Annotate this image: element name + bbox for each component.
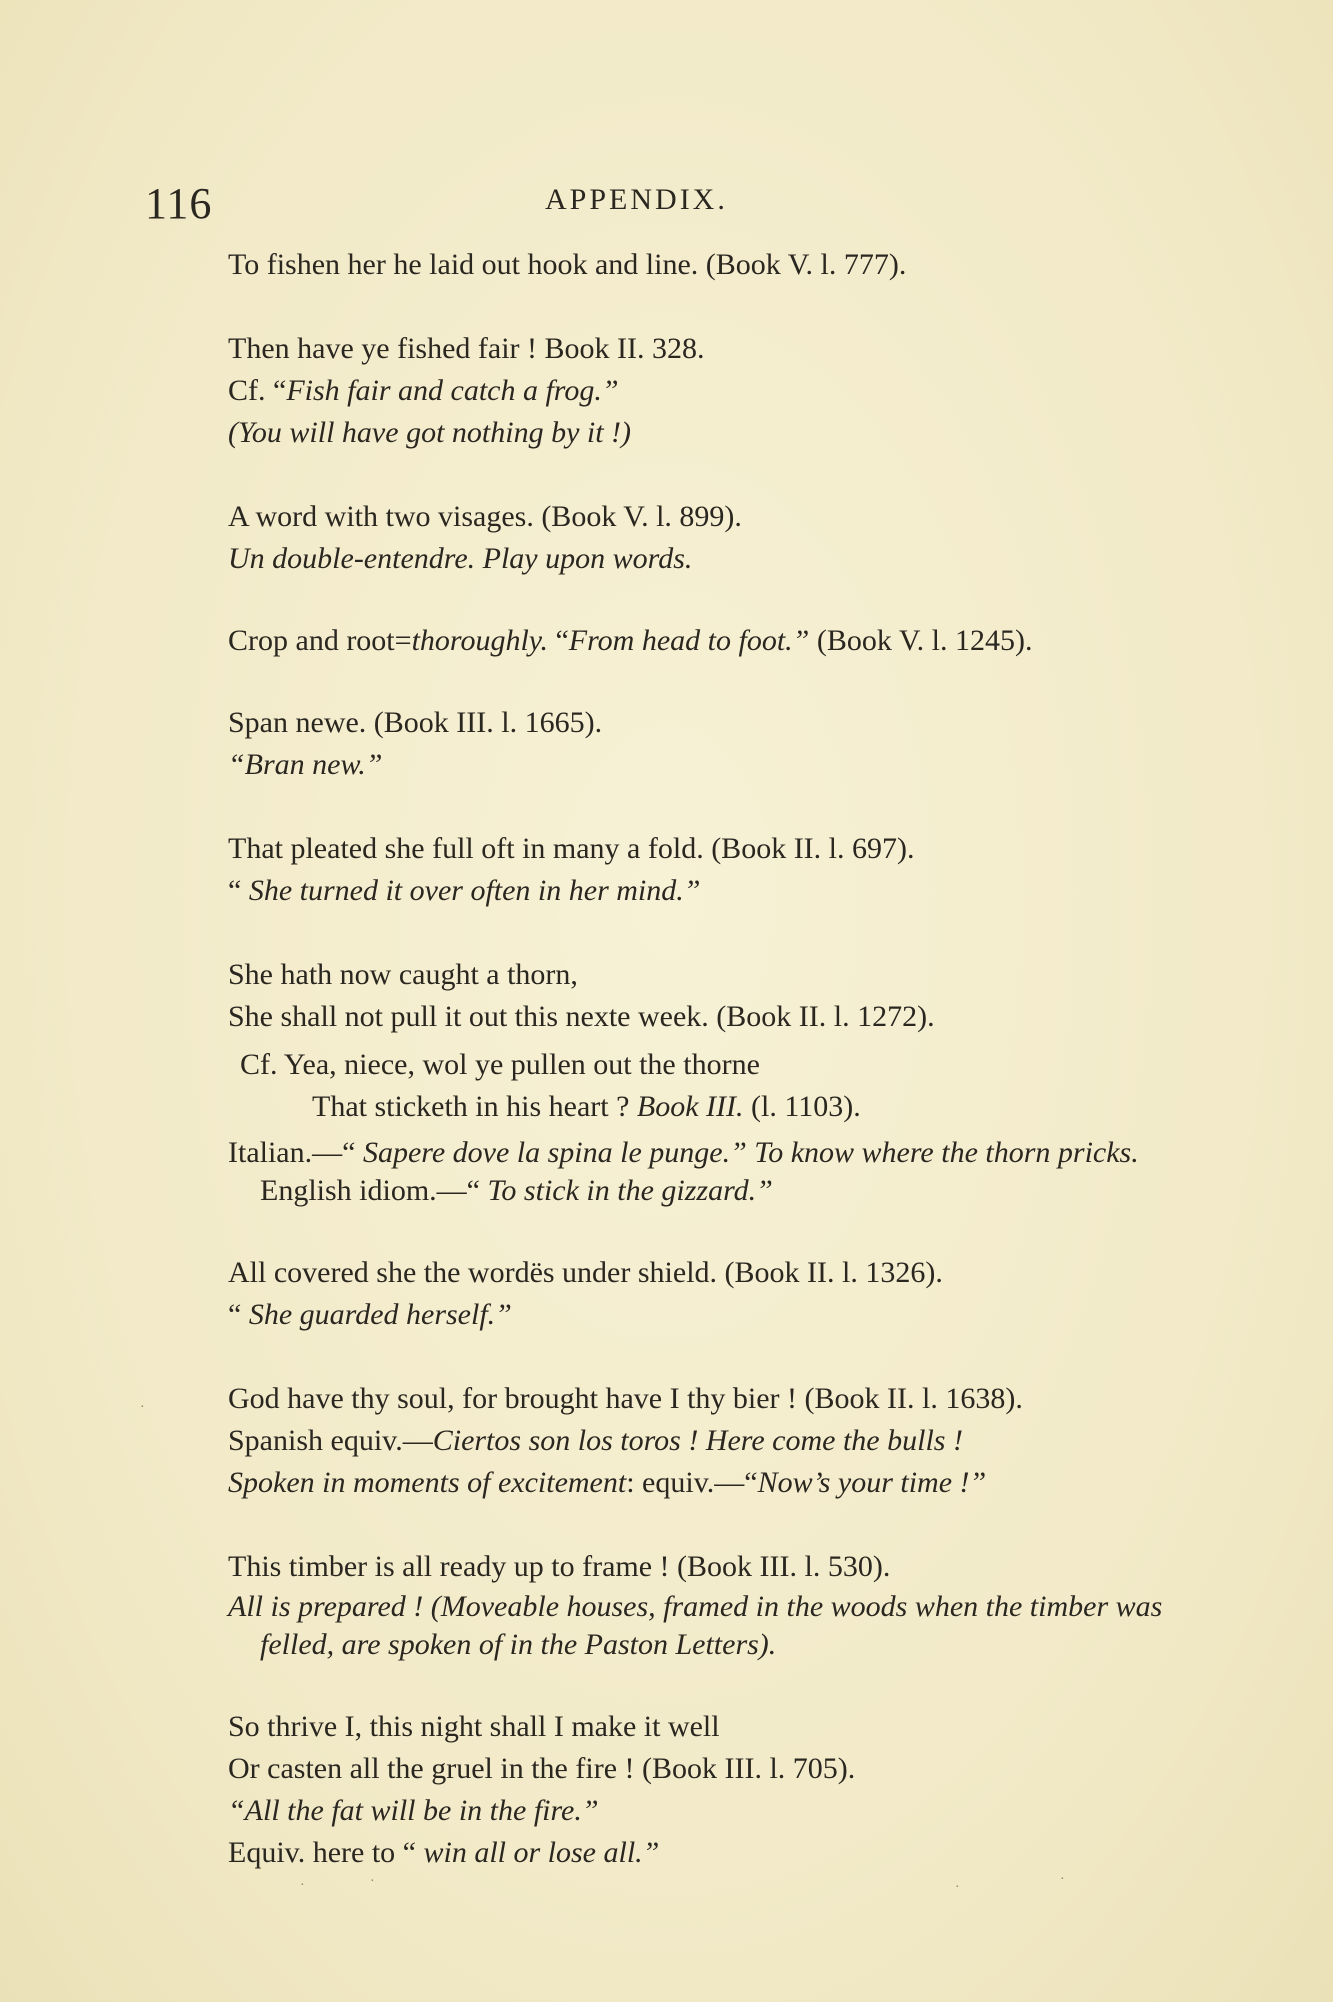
- lang-label: Italian.—“: [228, 1136, 363, 1169]
- gloss: Spoken in moments of excitement: [228, 1466, 627, 1499]
- paper-speck: ·: [140, 1400, 145, 1415]
- gloss: “Bran new.”: [228, 748, 383, 781]
- paper-speck: ·: [955, 1880, 960, 1895]
- entry-line: Span newe. (Book III. l. 1665).: [228, 706, 603, 739]
- entry-line: She hath now caught a thorn,: [228, 958, 578, 991]
- entry-line: [228, 1420, 1188, 1462]
- gloss: “All the fat will be in the fire.”: [228, 1794, 599, 1827]
- entry-line: [228, 1086, 1188, 1128]
- entry-two-visages: [228, 496, 1188, 580]
- entry-line: [228, 1832, 1188, 1874]
- paper-speck: ·: [370, 1874, 375, 1889]
- entry-paragraph: [228, 1134, 1188, 1210]
- gloss: Now’s your time !”: [757, 1466, 987, 1499]
- gloss: Sapere dove la spina le punge.” To know where the thorn pricks.: [362, 1136, 1139, 1169]
- entry-line: Cf. Yea, niece, wol ye pullen out the thorne: [240, 1048, 760, 1081]
- phrase: Crop and root=: [228, 624, 412, 657]
- entry-line: This timber is all ready up to frame ! (Book III. l. 530).: [228, 1550, 891, 1583]
- entry-line: [228, 870, 1188, 912]
- entry-line: To fishen her he laid out hook and line. (Book V. l. 777).: [228, 248, 907, 281]
- gloss: To stick in the gizzard.”: [487, 1174, 773, 1207]
- gloss: Ciertos son los toros ! Here come the bulls !: [432, 1424, 963, 1457]
- entry-line: All covered she the wordës under shield. (Book II. l. 1326).: [228, 1256, 943, 1289]
- entry-line: [228, 370, 1188, 412]
- entry-thorn: [228, 954, 1188, 1210]
- entry-line: [228, 1462, 1188, 1504]
- proverb: Fish fair and catch a frog.”: [286, 374, 619, 407]
- gloss: She guarded herself.”: [248, 1298, 512, 1331]
- entry-timber: [228, 1546, 1188, 1664]
- page-number: 116: [145, 179, 213, 228]
- entry-line: [228, 1294, 1188, 1336]
- entry-fishen: [228, 244, 1188, 286]
- entry-line: God have thy soul, for brought have I thy bier ! (Book II. l. 1638).: [228, 1382, 1023, 1415]
- quote-open: “: [228, 1298, 249, 1331]
- gloss: Un double-entendre. Play upon words.: [228, 542, 693, 575]
- entry-pleated: [228, 828, 1188, 912]
- gloss: All is prepared ! (Moveable houses, framed in the woods when the timber was felled, are spoken of in the Paston Letters).: [228, 1590, 1163, 1661]
- lang-label: Spanish equiv.—: [228, 1424, 433, 1457]
- cf-prefix: Cf. “: [228, 374, 287, 407]
- running-head: APPENDIX.: [545, 183, 728, 216]
- entry-thy-bier: [228, 1378, 1188, 1504]
- entry-fished-fair: [228, 328, 1188, 454]
- gloss: thoroughly.: [411, 624, 548, 657]
- quote-open: “: [547, 624, 569, 657]
- entry-line: She shall not pull it out this nexte week. (Book II. l. 1272).: [228, 1000, 935, 1033]
- paper-speck: ·: [1060, 1872, 1065, 1887]
- paper-speck: ·: [300, 1878, 305, 1893]
- entry-line: Or casten all the gruel in the fire ! (Book III. l. 705).: [228, 1752, 856, 1785]
- proverb: From head to foot.”: [568, 624, 810, 657]
- equiv-label: Equiv. here to “: [228, 1836, 424, 1869]
- gloss: win all or lose all.”: [423, 1836, 660, 1869]
- entry-gruel: [228, 1706, 1188, 1874]
- entry-line: Then have ye fished fair ! Book II. 328.: [228, 332, 705, 365]
- entry-wordes-under-shield: [228, 1252, 1188, 1336]
- entry-line: So thrive I, this night shall I make it well: [228, 1710, 720, 1743]
- entry-span-newe: [228, 702, 1188, 786]
- gloss: (You will have got nothing by it !): [228, 416, 632, 449]
- book-ref: Book III.: [636, 1090, 744, 1123]
- verse: That sticketh in his heart ?: [312, 1090, 637, 1123]
- appendix-content: [228, 244, 1188, 1916]
- equiv-label: : equiv.—“: [626, 1466, 758, 1499]
- entry-paragraph: [228, 622, 1188, 660]
- entry-line: That pleated she full oft in many a fold. (Book II. l. 697).: [228, 832, 915, 865]
- lang-label: English idiom.—“: [260, 1174, 488, 1207]
- reference: (Book V. l. 1245).: [809, 624, 1033, 657]
- gloss: She turned it over often in her mind.”: [248, 874, 701, 907]
- entry-crop-and-root: [228, 622, 1188, 660]
- line-ref: (l. 1103).: [743, 1090, 861, 1123]
- entry-line: A word with two visages. (Book V. l. 899).: [228, 500, 742, 533]
- quote-open: “: [228, 874, 249, 907]
